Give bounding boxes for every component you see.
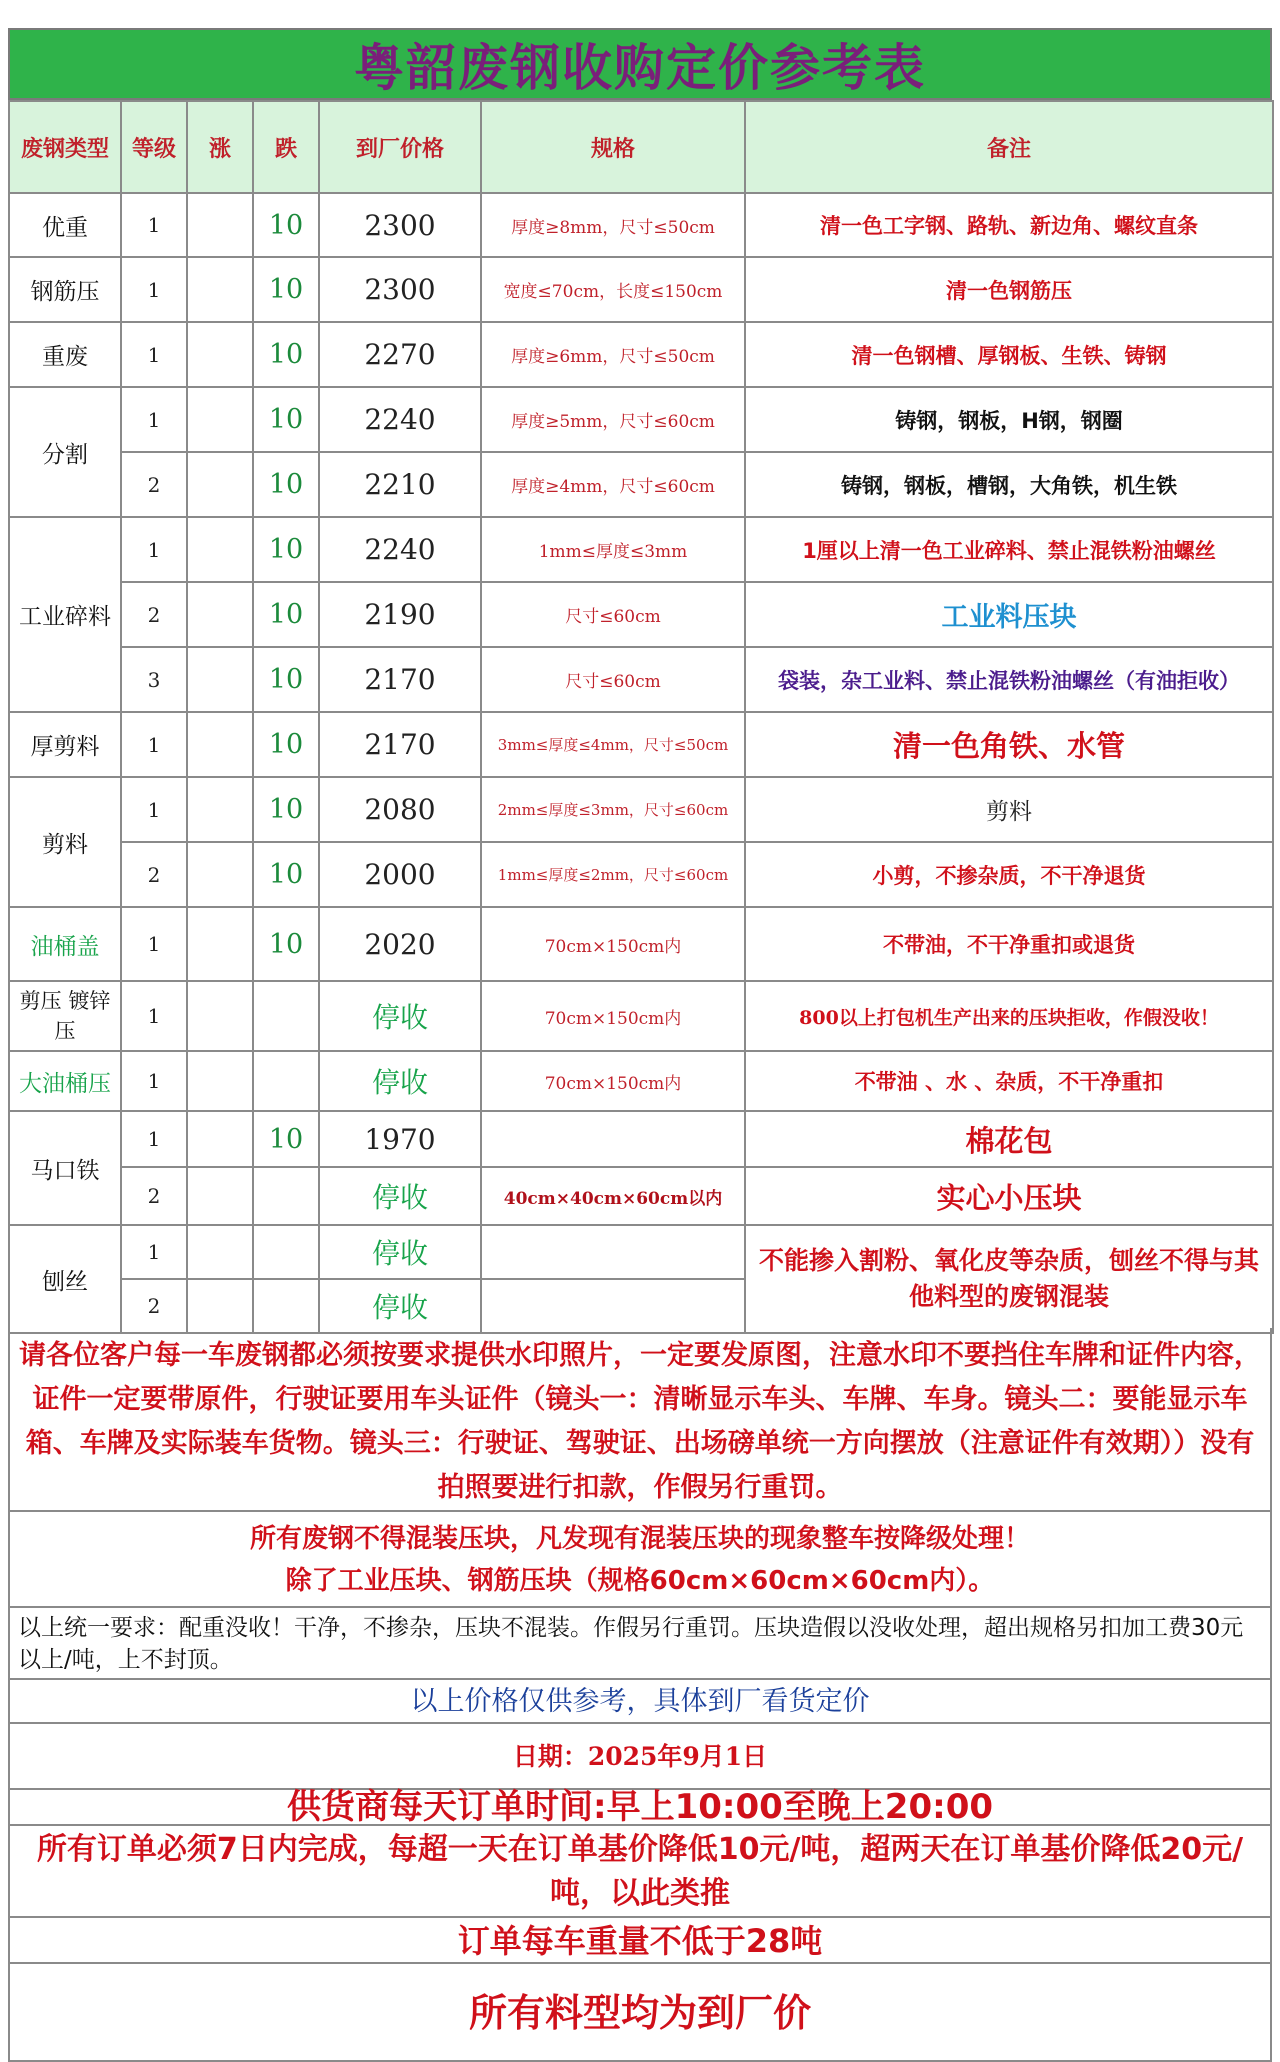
down-cell bbox=[253, 1279, 319, 1333]
down-cell: 10 bbox=[253, 842, 319, 907]
table-row bbox=[9, 1167, 1273, 1225]
down-cell: 10 bbox=[253, 387, 319, 452]
watermark-notice: 请各位客户每一车废钢都必须按要求提供水印照片，一定要发原图，注意水印不要挡住车牌和证件内容，证件一定要带原件，行驶证要用车头证件（镜头一：清晰显示车头、车牌、车身。镜头二：要能显示车箱、车牌及实际装车货物。镜头三：行驶证、驾驶证、出场磅单统一方向摆放（注意证件有效期））没有拍照要进行扣款，作假另行重罚。 bbox=[8, 1328, 1272, 1512]
table-row bbox=[9, 777, 1273, 842]
type-cell: 分割 bbox=[9, 387, 121, 517]
price-cell: 2300 bbox=[319, 193, 481, 257]
type-cell: 剪压 镀锌压 bbox=[9, 981, 121, 1051]
date-line: 日期：2025年9月1日 bbox=[8, 1724, 1272, 1790]
table-header-row bbox=[9, 101, 1273, 193]
grade-cell: 2 bbox=[121, 1167, 187, 1225]
spec-cell: 70cm×150cm内 bbox=[481, 1051, 745, 1111]
grade-cell: 1 bbox=[121, 1225, 187, 1279]
type-cell: 工业碎料 bbox=[9, 517, 121, 712]
spec-cell: 40cm×40cm×60cm以内 bbox=[481, 1167, 745, 1225]
mixed-block-notice bbox=[8, 1512, 1272, 1608]
note-cell: 清一色工字钢、路轨、新边角、螺纹直条 bbox=[745, 193, 1273, 257]
price-cell: 2190 bbox=[319, 582, 481, 647]
price-cell: 2170 bbox=[319, 712, 481, 777]
table-row bbox=[9, 582, 1273, 647]
type-cell: 马口铁 bbox=[9, 1111, 121, 1225]
note-cell: 剪料 bbox=[745, 777, 1273, 842]
spec-cell: 宽度≤70cm，长度≤150cm bbox=[481, 257, 745, 322]
table-row bbox=[9, 322, 1273, 387]
up-cell bbox=[187, 1279, 253, 1333]
up-cell bbox=[187, 387, 253, 452]
spec-cell: 厚度≥6mm，尺寸≤50cm bbox=[481, 322, 745, 387]
grade-cell: 1 bbox=[121, 981, 187, 1051]
note-cell: 铸钢，钢板，槽钢，大角铁，机生铁 bbox=[745, 452, 1273, 517]
table-row bbox=[9, 647, 1273, 712]
down-cell: 10 bbox=[253, 193, 319, 257]
note-cell: 铸钢，钢板，H钢，钢圈 bbox=[745, 387, 1273, 452]
up-cell bbox=[187, 1051, 253, 1111]
completion-notice: 所有订单必须7日内完成，每超一天在订单基价降低10元/吨，超两天在订单基价降低20元/吨，以此类推 bbox=[8, 1826, 1272, 1918]
spec-cell bbox=[481, 1111, 745, 1167]
down-cell: 10 bbox=[253, 712, 319, 777]
up-cell bbox=[187, 517, 253, 582]
note-cell: 袋装，杂工业料、禁止混铁粉油螺丝（有油拒收） bbox=[745, 647, 1273, 712]
note-cell: 棉花包 bbox=[745, 1111, 1273, 1167]
note-cell: 不带油，不干净重扣或退货 bbox=[745, 907, 1273, 981]
grade-cell: 3 bbox=[121, 647, 187, 712]
grade-cell: 1 bbox=[121, 907, 187, 981]
down-cell: 10 bbox=[253, 257, 319, 322]
up-cell bbox=[187, 647, 253, 712]
type-cell: 重废 bbox=[9, 322, 121, 387]
header-grade: 等级 bbox=[121, 101, 187, 193]
note-cell: 清一色钢筋压 bbox=[745, 257, 1273, 322]
weight-notice: 订单每车重量不低于28吨 bbox=[8, 1918, 1272, 1964]
table-row bbox=[9, 981, 1273, 1051]
grade-cell: 1 bbox=[121, 1051, 187, 1111]
down-cell: 10 bbox=[253, 582, 319, 647]
spec-cell: 1mm≤厚度≤2mm，尺寸≤60cm bbox=[481, 842, 745, 907]
price-cell: 停收 bbox=[319, 1051, 481, 1111]
price-cell: 2000 bbox=[319, 842, 481, 907]
note-cell: 不带油 、水 、杂质，不干净重扣 bbox=[745, 1051, 1273, 1111]
grade-cell: 2 bbox=[121, 452, 187, 517]
price-cell: 2080 bbox=[319, 777, 481, 842]
mixed-notice-line-1: 所有废钢不得混装压块，凡发现有混装压块的现象整车按降级处理！ bbox=[249, 1524, 1030, 1554]
note-cell: 工业料压块 bbox=[745, 582, 1273, 647]
note-cell: 小剪，不掺杂质，不干净退货 bbox=[745, 842, 1273, 907]
header-price: 到厂价格 bbox=[319, 101, 481, 193]
note-cell: 1厘以上清一色工业碎料、禁止混铁粉油螺丝 bbox=[745, 517, 1273, 582]
up-cell bbox=[187, 777, 253, 842]
up-cell bbox=[187, 257, 253, 322]
spec-cell: 70cm×150cm内 bbox=[481, 907, 745, 981]
spec-cell: 1mm≤厚度≤3mm bbox=[481, 517, 745, 582]
type-cell: 剪料 bbox=[9, 777, 121, 907]
table-row bbox=[9, 387, 1273, 452]
type-cell: 厚剪料 bbox=[9, 712, 121, 777]
grade-cell: 1 bbox=[121, 712, 187, 777]
price-table bbox=[8, 100, 1274, 1334]
price-cell: 停收 bbox=[319, 1279, 481, 1333]
price-cell: 停收 bbox=[319, 981, 481, 1051]
down-cell: 10 bbox=[253, 647, 319, 712]
type-cell: 油桶盖 bbox=[9, 907, 121, 981]
table-row bbox=[9, 842, 1273, 907]
grade-cell: 1 bbox=[121, 777, 187, 842]
price-cell: 2210 bbox=[319, 452, 481, 517]
price-cell: 2240 bbox=[319, 387, 481, 452]
spec-cell bbox=[481, 1225, 745, 1279]
price-cell: 2300 bbox=[319, 257, 481, 322]
up-cell bbox=[187, 907, 253, 981]
spec-cell: 厚度≥8mm，尺寸≤50cm bbox=[481, 193, 745, 257]
price-cell: 1970 bbox=[319, 1111, 481, 1167]
table-row bbox=[9, 1225, 1273, 1279]
sheet-title: 粤韶废钢收购定价参考表 bbox=[8, 28, 1272, 100]
spec-cell: 2mm≤厚度≤3mm，尺寸≤60cm bbox=[481, 777, 745, 842]
up-cell bbox=[187, 1167, 253, 1225]
header-down: 跌 bbox=[253, 101, 319, 193]
up-cell bbox=[187, 193, 253, 257]
grade-cell: 1 bbox=[121, 193, 187, 257]
price-cell: 停收 bbox=[319, 1225, 481, 1279]
down-cell: 10 bbox=[253, 452, 319, 517]
table-row bbox=[9, 193, 1273, 257]
table-row bbox=[9, 712, 1273, 777]
price-cell: 停收 bbox=[319, 1167, 481, 1225]
mixed-notice-line-2: 除了工业压块、钢筋压块（规格60cm×60cm×60cm内）。 bbox=[285, 1566, 995, 1596]
type-cell: 大油桶压 bbox=[9, 1051, 121, 1111]
table-row bbox=[9, 1051, 1273, 1111]
spec-cell: 70cm×150cm内 bbox=[481, 981, 745, 1051]
grade-cell: 2 bbox=[121, 1279, 187, 1333]
up-cell bbox=[187, 1225, 253, 1279]
price-cell: 2240 bbox=[319, 517, 481, 582]
down-cell: 10 bbox=[253, 322, 319, 387]
up-cell bbox=[187, 842, 253, 907]
down-cell: 10 bbox=[253, 777, 319, 842]
type-cell: 刨丝 bbox=[9, 1225, 121, 1333]
reference-notice: 以上价格仅供参考，具体到厂看货定价 bbox=[8, 1680, 1272, 1724]
table-row bbox=[9, 517, 1273, 582]
grade-cell: 1 bbox=[121, 257, 187, 322]
header-spec: 规格 bbox=[481, 101, 745, 193]
spec-cell: 尺寸≤60cm bbox=[481, 582, 745, 647]
header-up: 涨 bbox=[187, 101, 253, 193]
table-row bbox=[9, 1111, 1273, 1167]
up-cell bbox=[187, 712, 253, 777]
spec-cell: 尺寸≤60cm bbox=[481, 647, 745, 712]
down-cell bbox=[253, 1225, 319, 1279]
table-row bbox=[9, 452, 1273, 517]
up-cell bbox=[187, 452, 253, 517]
grade-cell: 1 bbox=[121, 387, 187, 452]
type-cell: 钢筋压 bbox=[9, 257, 121, 322]
price-cell: 2270 bbox=[319, 322, 481, 387]
table-row bbox=[9, 257, 1273, 322]
grade-cell: 2 bbox=[121, 582, 187, 647]
grade-cell: 1 bbox=[121, 517, 187, 582]
header-note: 备注 bbox=[745, 101, 1273, 193]
grade-cell: 1 bbox=[121, 1111, 187, 1167]
note-cell: 实心小压块 bbox=[745, 1167, 1273, 1225]
spec-cell bbox=[481, 1279, 745, 1333]
spec-cell: 厚度≥5mm，尺寸≤60cm bbox=[481, 387, 745, 452]
down-cell: 10 bbox=[253, 907, 319, 981]
down-cell bbox=[253, 1167, 319, 1225]
note-cell: 清一色角铁、水管 bbox=[745, 712, 1273, 777]
up-cell bbox=[187, 981, 253, 1051]
table-row bbox=[9, 907, 1273, 981]
note-cell: 不能掺入割粉、氧化皮等杂质，刨丝不得与其他料型的废钢混装 bbox=[745, 1225, 1273, 1333]
price-cell: 2020 bbox=[319, 907, 481, 981]
note-cell: 800以上打包机生产出来的压块拒收，作假没收！ bbox=[745, 981, 1273, 1051]
down-cell bbox=[253, 981, 319, 1051]
down-cell: 10 bbox=[253, 1111, 319, 1167]
note-cell: 清一色钢槽、厚钢板、生铁、铸钢 bbox=[745, 322, 1273, 387]
up-cell bbox=[187, 1111, 253, 1167]
header-type: 废钢类型 bbox=[9, 101, 121, 193]
spec-cell: 3mm≤厚度≤4mm，尺寸≤50cm bbox=[481, 712, 745, 777]
up-cell bbox=[187, 322, 253, 387]
requirements-notice: 以上统一要求：配重没收！干净，不掺杂，压块不混装。作假另行重罚。压块造假以没收处理，超出规格另扣加工费30元以上/吨，上不封顶。 bbox=[8, 1608, 1272, 1680]
factory-price-notice: 所有料型均为到厂价 bbox=[8, 1964, 1272, 2062]
spec-cell: 厚度≥4mm，尺寸≤60cm bbox=[481, 452, 745, 517]
price-cell: 2170 bbox=[319, 647, 481, 712]
type-cell: 优重 bbox=[9, 193, 121, 257]
down-cell bbox=[253, 1051, 319, 1111]
grade-cell: 2 bbox=[121, 842, 187, 907]
order-time-notice: 供货商每天订单时间:早上10:00至晚上20:00 bbox=[8, 1790, 1272, 1826]
up-cell bbox=[187, 582, 253, 647]
grade-cell: 1 bbox=[121, 322, 187, 387]
down-cell: 10 bbox=[253, 517, 319, 582]
